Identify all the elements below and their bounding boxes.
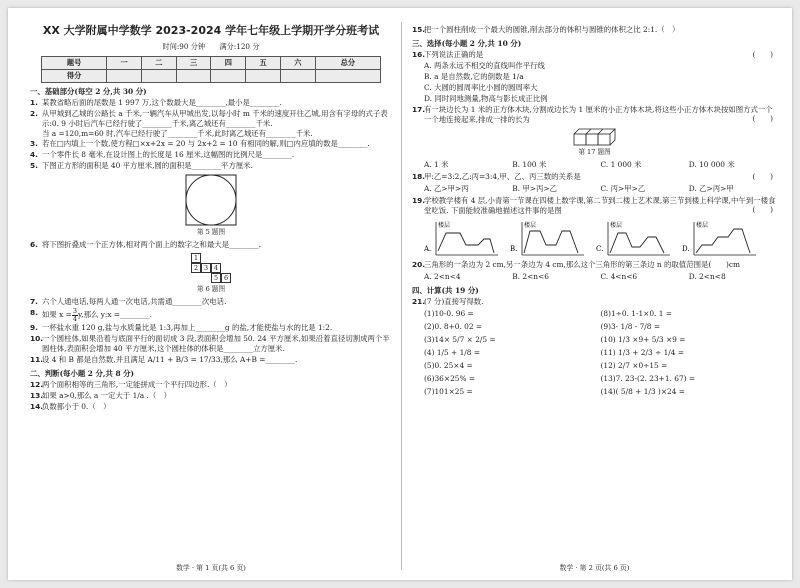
graph-axis-label: 楼层 (524, 221, 537, 229)
calc-item: (4) 1/5 + 1/8 = (424, 347, 481, 357)
calc-item: (12) 2/7 ×0÷15 = (600, 360, 668, 370)
calc-item: (3)14× 5/7 × 2/5 = (424, 334, 496, 344)
question-2: 2. 从甲城到乙城的公路长 a 千米,一辆汽车从甲城出发,以每小时 m 千米的速度开往乙城,用含有字母的式子表示:0. 9 小时后汽车已经行驶了________千米,离乙城还有________千米. 当 a =120,m=60 时,汽车已经行驶了________千米,此时离乙城还有________千米. (30, 108, 388, 138)
calc-item: (11) 1/3 + 2/3 ÷ 1/4 = (600, 347, 685, 357)
calc-item: (8)1÷0. 1-1×0. 1 = (600, 308, 673, 318)
exam-sheet (8, 8, 792, 580)
calc-grid (412, 309, 777, 397)
q19-graph-b (510, 219, 586, 259)
figure-6 (30, 253, 392, 294)
section-choice: 三、选择(每小题 2 分,共 10 分) (412, 38, 522, 48)
graph-option-label: C. (596, 244, 604, 253)
score-header: 五 (246, 56, 281, 69)
score-table-header-row (42, 56, 381, 69)
score-cell[interactable] (280, 69, 315, 82)
square-circle-figure (185, 174, 237, 226)
q19-graph-c (596, 219, 672, 259)
calc-item: (6)36×25% = (424, 373, 476, 383)
figure-17 (412, 128, 777, 157)
score-cell[interactable] (107, 69, 142, 82)
score-header: 一 (107, 56, 142, 69)
score-header: 题号 (42, 56, 107, 69)
calc-item: (10) 1/3 ×9+ 5/3 ×9 = (600, 334, 686, 344)
calc-item: (14)( 5/8 + 1/3 )×24 = (600, 386, 685, 396)
exam-title: XX 大学附属中学数学 2023-2024 学年七年级上学期开学分班考试 (42, 24, 380, 37)
question-5: 5. 下图正方形的面积是 40 平方厘米,圆的面积是________平方厘米. (30, 161, 253, 171)
q16-option-c: C. 大圆的圆周率比小圆的圆周率大 (424, 82, 538, 92)
page-divider (401, 22, 402, 570)
graph-axis-label: 楼层 (696, 221, 709, 229)
figure-6-caption: 第 6 题图 (196, 285, 226, 294)
score-cell[interactable] (141, 69, 176, 82)
graph-axis-label: 楼层 (438, 221, 451, 229)
score-cell[interactable] (315, 69, 380, 82)
question-4: 4. 一个零件长 8 毫米,在设计图上的长度是 16 厘米,这幅图的比例尺是________. (30, 150, 295, 160)
score-header: 四 (211, 56, 246, 69)
score-cell[interactable] (176, 69, 211, 82)
cube-row-figure (572, 128, 618, 146)
q18-option-c: C. 丙>甲>乙 (600, 183, 646, 193)
question-17: 17. 有一块边长为 1 米的正方体木块,分割成边长为 1 厘米的小正方体木块,将这些小正方体木块按如图方式一个一个地连接起来,排成一排的长为 ( ) (412, 104, 773, 124)
left-page (30, 8, 392, 572)
q16-option-a: A. 两条永远不相交的直线叫作平行线 (424, 60, 545, 70)
graph-option-label: B. (510, 244, 518, 253)
score-table (41, 56, 381, 83)
graph-axis-label: 楼层 (610, 221, 623, 229)
question-9: 9. 一杯盐水重 120 g,盐与水质量比是 1:3,再加上________g 的盐,才能使盐与水的比是 1:2. (30, 323, 333, 333)
calc-item: (5)0. 25×4 = (424, 360, 473, 370)
question-20: 20. 三角形的一条边为 2 cm,另一条边为 4 cm,那么这个三角形的第三条边 n 的取值范围是( )cm (412, 259, 741, 269)
section-basics: 一、基础部分(每空 2 分,共 30 分) (30, 86, 147, 96)
section-calculation: 四、计算(共 19 分) (412, 285, 479, 295)
question-16: 16. 下列说法正确的是 ( ) (412, 49, 773, 59)
score-row-label: 得分 (42, 69, 107, 82)
cube-net (191, 253, 231, 283)
question-7: 7. 六个人通电话,每两人通一次电话,共需通________次电话. (30, 297, 227, 307)
q19-graphs (412, 219, 777, 259)
question-13: 13. 如果 a>0,那么 a 一定大于 1/a .（ ） (30, 391, 172, 401)
question-1: 1. 某教省略后面的尾数是 1 997 万,这个数最大是________,最小是________. (30, 97, 282, 107)
q20-option-c: C. 4<n<6 (600, 271, 638, 281)
calc-item: (7)101×25 = (424, 386, 473, 396)
question-11: 11. 设 4 和 B 都是自然数,并且满足 A/11 + B/3 = 17/33,那么 A+B =________. (30, 355, 298, 365)
calc-item: (13)7. 23-(2. 23+1. 67) = (600, 373, 696, 383)
q20-option-a: A. 2<n<4 (424, 271, 461, 281)
score-header: 总分 (315, 56, 380, 69)
graph-option-label: D. (682, 244, 690, 253)
q18-options (412, 184, 777, 194)
question-21: 21. (7 分)直接写得数. (412, 296, 484, 306)
right-page (412, 8, 777, 572)
calc-item: (9)3- 1/8 - 7/8 = (600, 321, 661, 331)
question-14: 14. 负数都小于 0.（ ） (30, 402, 111, 412)
question-19: 19. 学校教学楼有 4 层,小青第一节课在四楼上数学课,第二节到二楼上艺术课,第三节到楼上科学课,中午到一楼食堂吃饭. 下面能较准确地描述这件事的是图 ( ) (412, 195, 776, 215)
figure-17-caption: 第 17 题图 (578, 147, 611, 156)
score-header: 六 (280, 56, 315, 69)
score-table-score-row (42, 69, 381, 82)
figure-5 (30, 174, 392, 237)
q17-option-b: B. 100 米 (512, 159, 547, 169)
q17-option-a: A. 1 米 (424, 159, 449, 169)
net-face: 1 (191, 253, 201, 263)
q17-option-d: D. 10 000 米 (688, 159, 735, 169)
score-header: 二 (141, 56, 176, 69)
score-cell[interactable] (211, 69, 246, 82)
calc-item: (1)10-0. 96 = (424, 308, 474, 318)
q18-option-d: D. 乙>丙>甲 (688, 183, 734, 193)
question-3: 3. 若在□内填上一个数,使方程□×x+2x = 20 与 2x+2 = 10 有相同的解,则□内应填的数是________. (30, 139, 370, 149)
q18-option-a: A. 乙>甲>丙 (424, 183, 469, 193)
net-face: 4 (211, 263, 221, 273)
q18-option-b: B. 甲>丙>乙 (512, 183, 557, 193)
fraction: $\frac{3}{4}$ (72, 307, 78, 323)
left-page-footer: 数学 · 第 1 页(共 6 页) (176, 564, 246, 572)
q19-graph-a (424, 219, 500, 259)
q19-graph-d (682, 219, 758, 259)
question-18: 18. 甲:乙=3:2,乙:丙=3:4,甲、乙、丙三数的关系是 ( ) (412, 171, 773, 181)
q20-option-b: B. 2<n<6 (512, 271, 549, 281)
calc-item: (2)0. 8+0. 02 = (424, 321, 483, 331)
q20-options (412, 272, 777, 282)
net-face: 5 (211, 273, 221, 283)
question-10: 10. 一个圆柱体,如果沿着与底面平行的面切成 3 段,表面积会增加 50. 24 平方厘米,如果沿着直径切割成两个半圆柱体,表面积会增加 40 平方厘米,这个圆柱体的体积是________立方厘米. (30, 334, 390, 354)
section-judgement: 二、判断(每小题 2 分,共 8 分) (30, 369, 135, 379)
question-15: 15. 把一个圆柱削成一个最大的圆锥,削去部分的体积与圆锥的体积之比 2:1.（ ） (412, 25, 680, 34)
graph-option-label: A. (424, 244, 432, 253)
question-8: 8. 如果 x = $\frac{3}{4}$ y,那么 y:x =________. (30, 307, 153, 323)
exam-subtitle: 时间:90 分钟 满分:120 分 (162, 41, 260, 51)
net-face: 6 (221, 273, 231, 283)
question-12: 12. 两个面积相等的三角形,一定能拼成一个平行四边形.（ ） (30, 380, 232, 390)
net-face: 3 (201, 263, 211, 273)
right-page-footer: 数学 · 第 2 页(共 6 页) (559, 564, 630, 572)
net-face: 2 (191, 263, 201, 273)
score-cell[interactable] (246, 69, 281, 82)
q16-option-d: D. 同时同地测量,物高与影长成正比例 (424, 93, 548, 103)
q17-option-c: C. 1 000 米 (600, 159, 642, 169)
q17-options (412, 160, 777, 170)
figure-5-caption: 第 5 题图 (196, 228, 226, 237)
q20-option-d: D. 2<n<8 (688, 271, 726, 281)
q16-option-b: B. a 是自然数,它的倒数是 1/a (424, 71, 524, 81)
question-6: 6. 将下图折叠成一个正方体,相对两个面上的数字之和最大是________. (30, 240, 262, 250)
score-header: 三 (176, 56, 211, 69)
